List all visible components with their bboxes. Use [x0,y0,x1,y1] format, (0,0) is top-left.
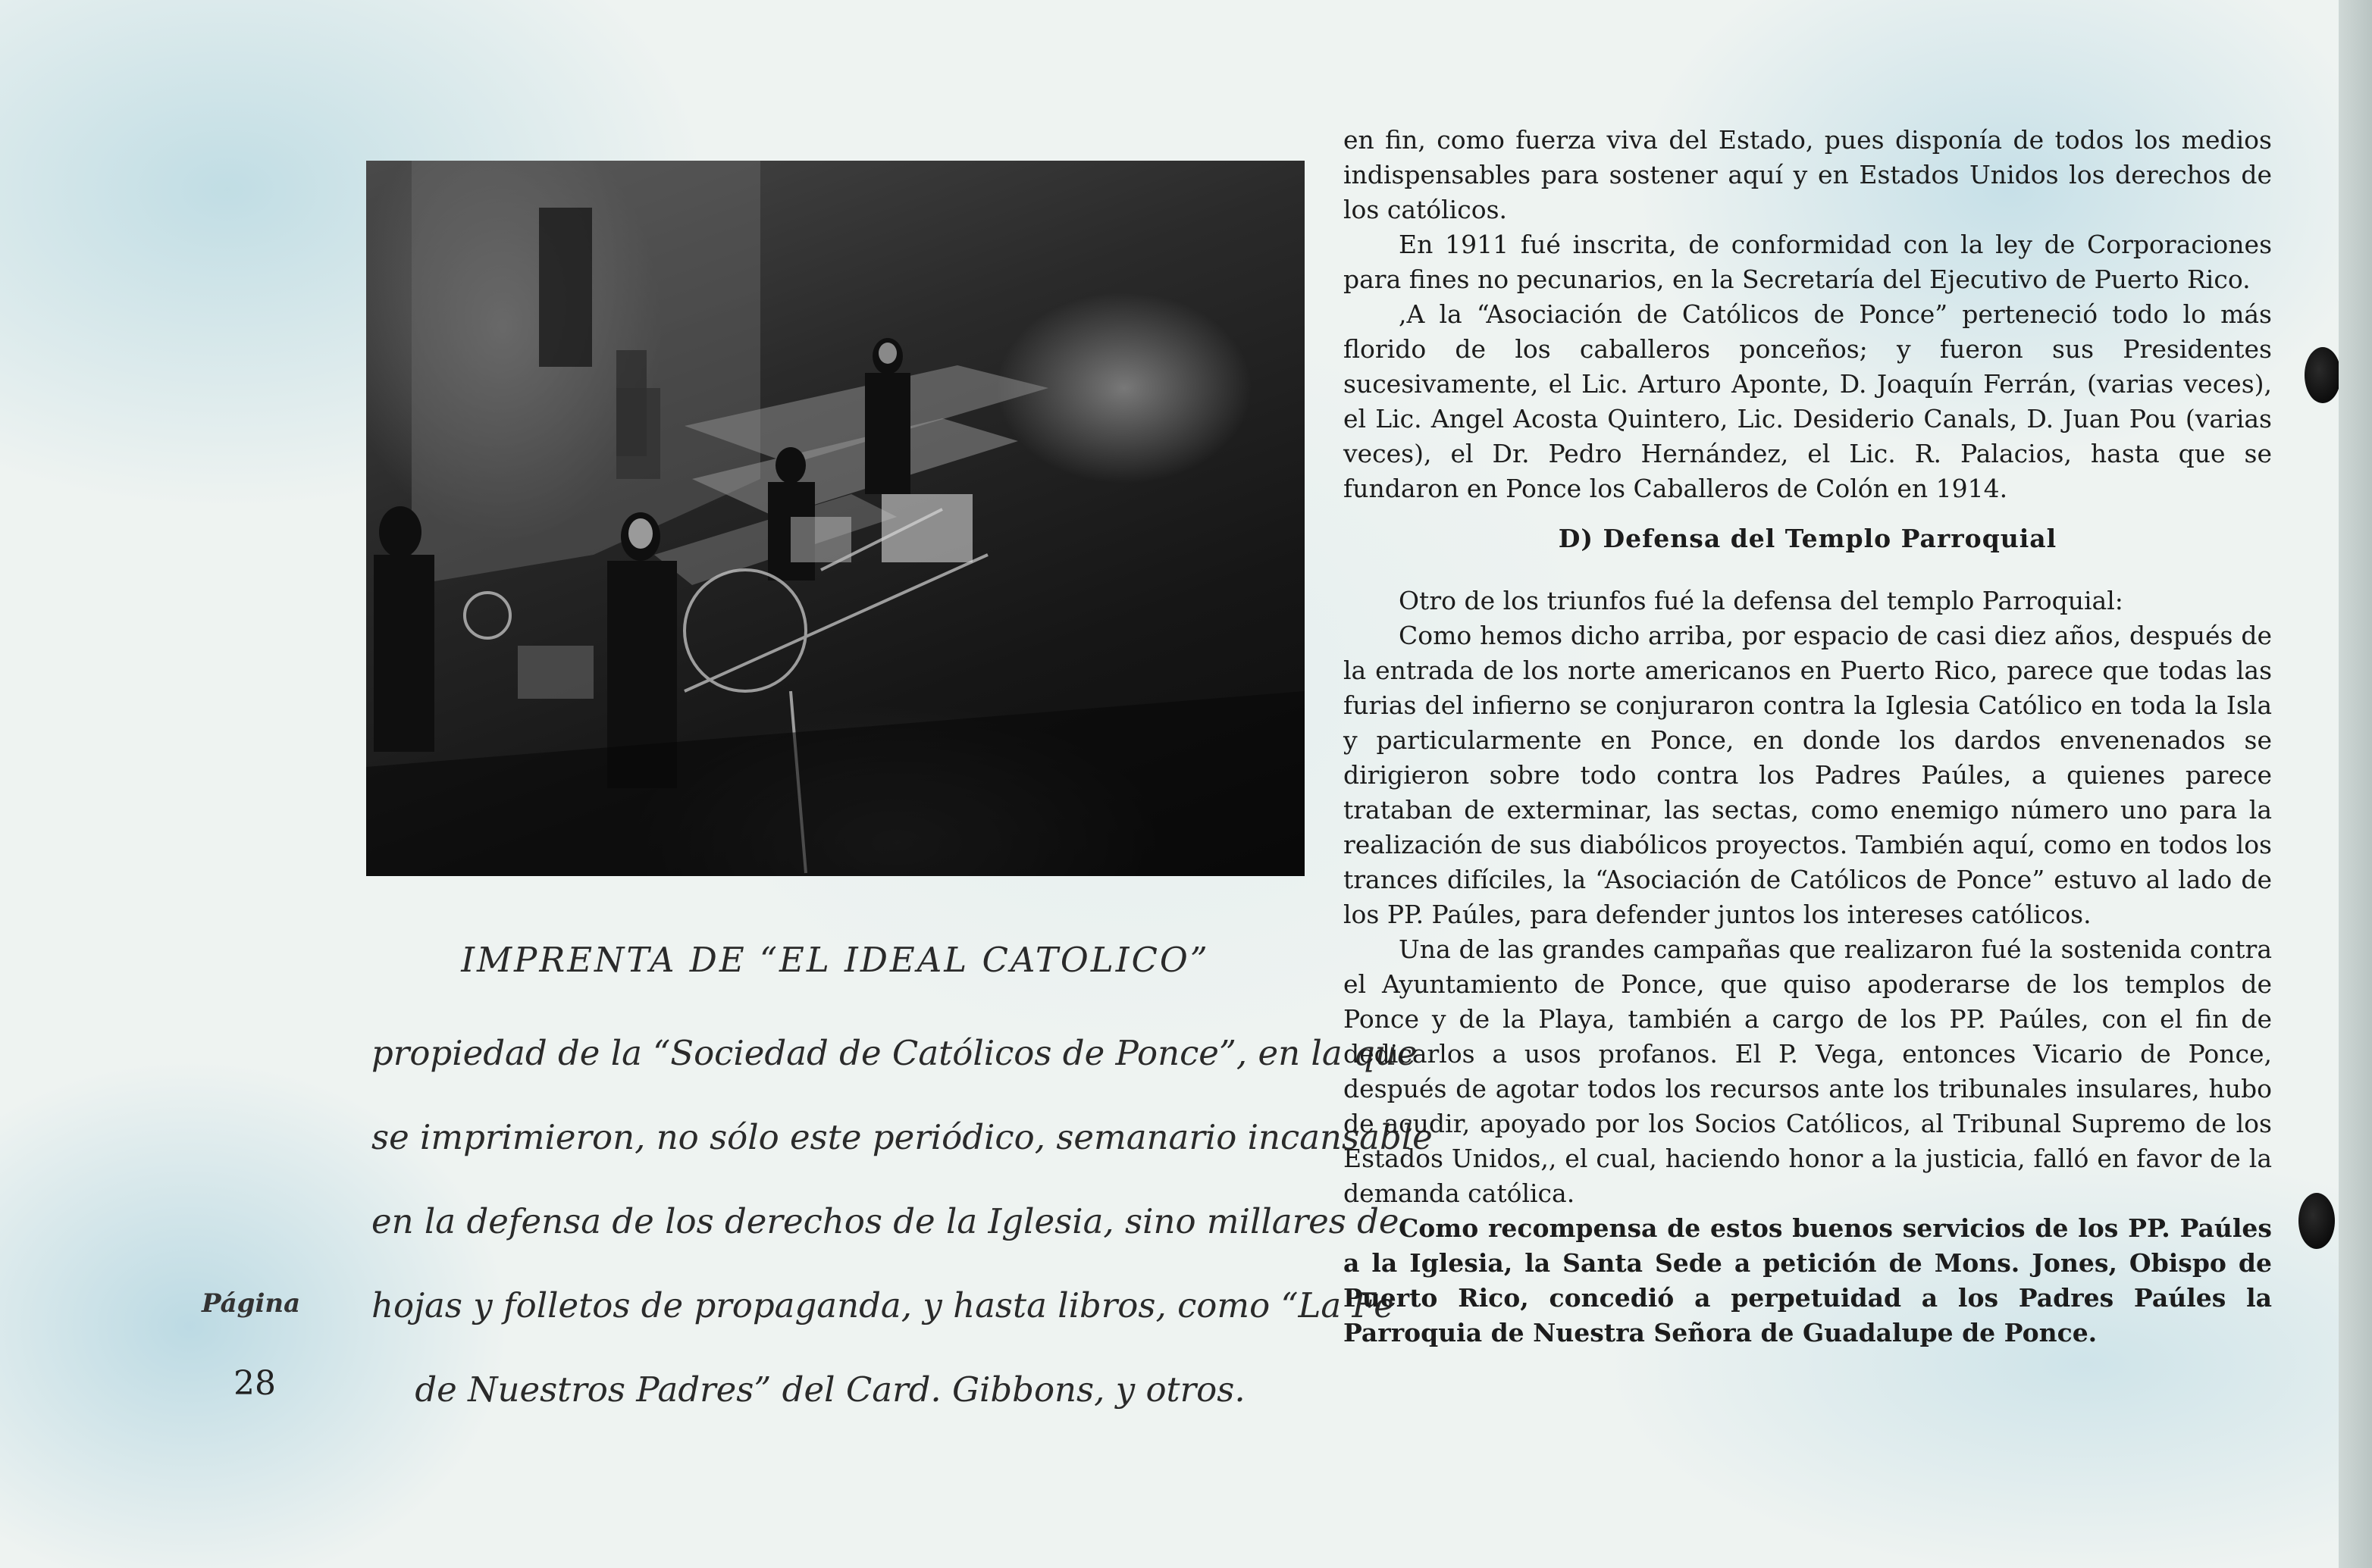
caption-title: IMPRENTA DE “EL IDEAL CATOLICO” [461,940,1210,980]
binder-hole [2298,1193,2335,1249]
paragraph: Otro de los triunfos fué la defensa del templo Parroquial: [1399,586,2123,615]
page-number: 28 [233,1364,276,1403]
caption-line: se imprimieron, no sólo este periódico, semanario incansable [371,1117,1433,1157]
caption-body [371,1016,1433,1436]
caption-line: hojas y folletos de propaganda, y hasta libros, como “La Fe [371,1285,1394,1325]
binder-hole [2305,347,2341,403]
printing-press-photo [366,161,1305,876]
caption-line: en la defensa de los derechos de la Iglesia, sino millares de [371,1201,1399,1241]
caption-line: de Nuestros Padres” del Card. Gibbons, y otros. [415,1369,1246,1410]
paragraph-bold: Como recompensa de estos buenos servicios de los PP. Paúles a la Iglesia, la Santa Sede a petición de Mons. Jones, Obispo de Puerto Rico, concedió a perpetuidad a los Padres Paúles la Parroquia de Nuestra Señora de Guadalupe de Ponce. [1343,1213,2272,1347]
caption-line: propiedad de la “Sociedad de Católicos de Ponce”, en la que [371,1033,1418,1073]
page-label: Página [202,1288,301,1319]
section-heading: D) Defensa del Templo Parroquial [1558,524,2057,553]
printing-press-photo-icon [366,161,1305,876]
text-column [1343,123,2272,1350]
paragraph: en fin, como fuerza viva del Estado, pues disponía de todos los medios indispensables para sostener aquí y en Estados Unidos los derechos de los católicos. [1343,125,2272,224]
paragraph: En 1911 fué inscrita, de conformidad con la ley de Corporaciones para fines no pecunarios, en la Secretaría del Ejecutivo de Puerto Rico. [1343,230,2272,294]
paragraph: ,A la “Asociación de Católicos de Ponce” perteneció todo lo más florido de los caballeros ponceños; y fueron sus Presidentes sucesivamente, el Lic. Arturo Aponte, D. Joaquín Ferrán, (varias veces), el Lic. Angel Acosta Quintero, Lic. Desiderio Canals, D. Juan Pou (varias veces), el Dr. Pedro Hernández, el Lic. R. Palacios, hasta que se fundaron en Ponce los Caballeros de Colón en 1914. [1343,299,2272,503]
paragraph: Como hemos dicho arriba, por espacio de casi diez años, después de la entrada de los norte americanos en Puerto Rico, parece que todas las furias del infierno se conjuraron contra la Iglesia Católico en toda la Isla y particularmente en Ponce, en donde los dardos envenenados se dirigieron sobre todo contra los Padres Paúles, a quienes parece trataban de exterminar, las sectas, como enemigo número uno para la realización de sus diabólicos proyectos. También aquí, como en todos los trances difíciles, la “Asociación de Católicos de Ponce” estuvo al lado de los PP. Paúles, para defender juntos los intereses católicos. [1343,621,2272,929]
paragraph: Una de las grandes campañas que realizaron fué la sostenida contra el Ayuntamiento de Ponce, que quiso apoderarse de los templos de Ponce y de la Playa, también a cargo de los PP. Paúles, con el fin de dedicarlos a usos profanos. El P. Vega, entonces Vicario de Ponce, después de agotar todos los recursos ante los tribunales insulares, hubo de acudir, apoyado por los Socios Católicos, al Tribunal Supremo de los Estados Unidos,, el cual, haciendo honor a la justicia, falló en favor de la demanda católica. [1343,934,2272,1208]
